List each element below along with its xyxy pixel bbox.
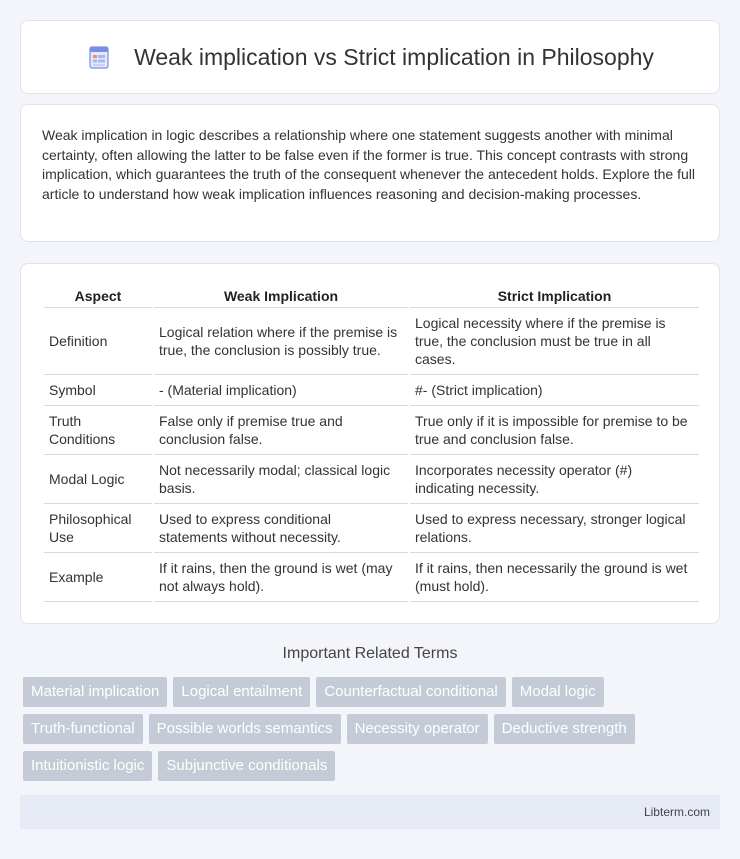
column-header: Strict Implication xyxy=(410,284,699,308)
strict-cell: Incorporates necessity operator (#) indicating necessity. xyxy=(410,455,699,504)
table-row xyxy=(44,455,699,504)
related-term-tag[interactable]: Counterfactual conditional xyxy=(316,677,505,707)
related-term-tag[interactable]: Necessity operator xyxy=(347,714,488,744)
table-header-row xyxy=(44,284,699,308)
table-row xyxy=(44,406,699,455)
weak-cell: Logical relation where if the premise is true, the conclusion is possibly true. xyxy=(154,308,408,375)
weak-cell: If it rains, then the ground is wet (may not always hold). xyxy=(154,553,408,602)
aspect-cell: Truth Conditions xyxy=(44,406,152,455)
related-term-tag[interactable]: Subjunctive conditionals xyxy=(158,751,335,781)
related-term-tag[interactable]: Logical entailment xyxy=(173,677,310,707)
strict-cell: True only if it is impossible for premise to be true and conclusion false. xyxy=(410,406,699,455)
footer xyxy=(20,795,720,829)
column-header: Aspect xyxy=(44,284,152,308)
comparison-table xyxy=(42,284,701,602)
aspect-cell: Modal Logic xyxy=(44,455,152,504)
aspect-cell: Definition xyxy=(44,308,152,375)
related-term-tag[interactable]: Truth-functional xyxy=(23,714,143,744)
site-credit-link[interactable]: Libterm.com xyxy=(643,805,710,819)
column-header: Weak Implication xyxy=(154,284,408,308)
document-icon xyxy=(86,44,112,70)
weak-cell: Not necessarily modal; classical logic basis. xyxy=(154,455,408,504)
page-title: Weak implication vs Strict implication in Philosophy xyxy=(134,43,654,70)
related-term-tag[interactable]: Intuitionistic logic xyxy=(23,751,152,781)
related-terms-list xyxy=(23,677,723,781)
aspect-cell: Symbol xyxy=(44,375,152,406)
aspect-cell: Philosophical Use xyxy=(44,504,152,553)
table-row xyxy=(44,504,699,553)
table-row xyxy=(44,375,699,406)
related-term-tag[interactable]: Possible worlds semantics xyxy=(149,714,341,744)
related-term-tag[interactable]: Material implication xyxy=(23,677,167,707)
related-terms-heading: Important Related Terms xyxy=(282,645,458,662)
weak-cell: - (Material implication) xyxy=(154,375,408,406)
aspect-cell: Example xyxy=(44,553,152,602)
related-term-tag[interactable]: Deductive strength xyxy=(494,714,635,744)
strict-cell: If it rains, then necessarily the ground is wet (must hold). xyxy=(410,553,699,602)
strict-cell: Logical necessity where if the premise is true, the conclusion must be true in all cases. xyxy=(410,308,699,375)
related-term-tag[interactable]: Modal logic xyxy=(512,677,604,707)
strict-cell: Used to express necessary, stronger logical relations. xyxy=(410,504,699,553)
weak-cell: Used to express conditional statements without necessity. xyxy=(154,504,408,553)
comparison-card xyxy=(20,263,720,624)
summary-card xyxy=(20,104,720,242)
summary-text: Weak implication in logic describes a relationship where one statement suggests another with minimal certainty, often allowing the latter to be false even if the former is true. This concept contrasts with strong implication, which guarantees the truth of the consequent whenever the antecedent holds. Explore the full article to understand how weak implication influences reasoning and decision-making processes. xyxy=(42,127,695,202)
table-row xyxy=(44,553,699,602)
weak-cell: False only if premise true and conclusion false. xyxy=(154,406,408,455)
title-card xyxy=(20,20,720,94)
table-row xyxy=(44,308,699,375)
strict-cell: #- (Strict implication) xyxy=(410,375,699,406)
